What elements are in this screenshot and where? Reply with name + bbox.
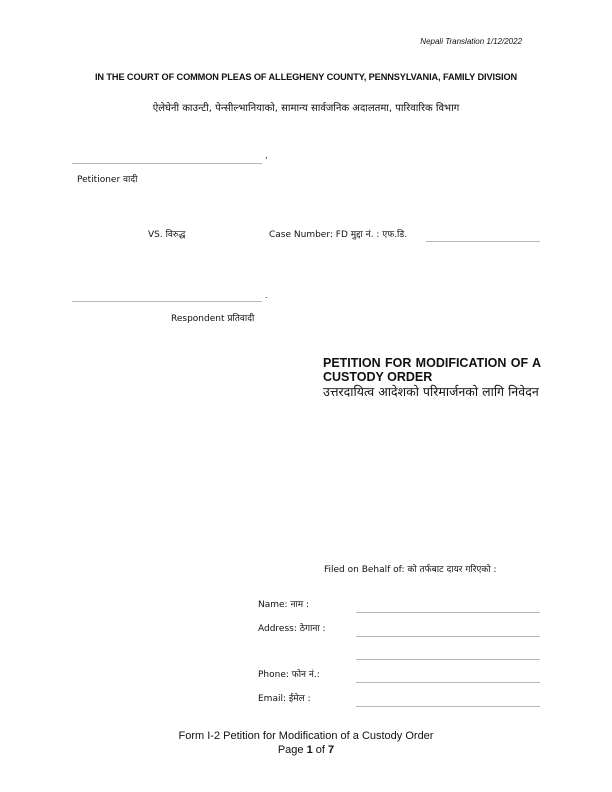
page-total: 7 xyxy=(328,744,335,756)
translation-note: Nepali Translation 1/12/2022 xyxy=(420,37,522,46)
petition-title-nepali: उत्तरदायित्व आदेशको परिमार्जनको लागि निवेदन xyxy=(323,384,539,399)
petitioner-comma: , xyxy=(265,150,268,160)
footer-page-number xyxy=(0,744,612,756)
footer-form-title: Form I-2 Petition for Modification of a Custody Order xyxy=(178,730,434,742)
court-title-english: IN THE COURT OF COMMON PLEAS OF ALLEGHENY COUNTY, PENNSYLVANIA, FAMILY DIVISION xyxy=(94,72,518,82)
filed-on-behalf-label: Filed on Behalf of: को तर्फबाट दायर गरिएको : xyxy=(324,565,497,575)
case-number-label: Case Number: FD मुद्दा नं. : एफ.डि. xyxy=(269,230,408,240)
page-current: 1 xyxy=(306,744,313,756)
phone-label: Phone: फोन नं.: xyxy=(258,670,320,680)
email-line[interactable] xyxy=(356,706,540,707)
address-line-1[interactable] xyxy=(356,636,540,637)
phone-line[interactable] xyxy=(356,682,540,683)
court-title-nepali: ऐलेघेनी काउन्टी, पेन्सील्भानियाको, सामान्य सार्वजनिक अदालतमा, पारिवारिक विभाग xyxy=(152,103,460,114)
page-of: of xyxy=(312,744,329,756)
address-line-2[interactable] xyxy=(356,659,540,660)
name-line[interactable] xyxy=(356,612,540,613)
versus-label: VS. विरुद्ध xyxy=(148,230,186,240)
respondent-label: Respondent प्रतिवादी xyxy=(171,314,255,324)
petitioner-name-line[interactable] xyxy=(72,163,262,164)
case-number-line[interactable] xyxy=(426,241,540,242)
petitioner-label: Petitioner वादी xyxy=(77,175,138,185)
petition-title-english: PETITION FOR MODIFICATION OF A CUSTODY ORDER xyxy=(323,356,541,384)
respondent-name-line[interactable] xyxy=(72,301,262,302)
name-label: Name: नाम : xyxy=(258,600,310,610)
address-label: Address: ठेगाना : xyxy=(258,624,326,634)
page-prefix: Page xyxy=(277,744,307,756)
email-label: Email: ईमेल : xyxy=(258,694,311,704)
respondent-period: . xyxy=(265,290,268,300)
